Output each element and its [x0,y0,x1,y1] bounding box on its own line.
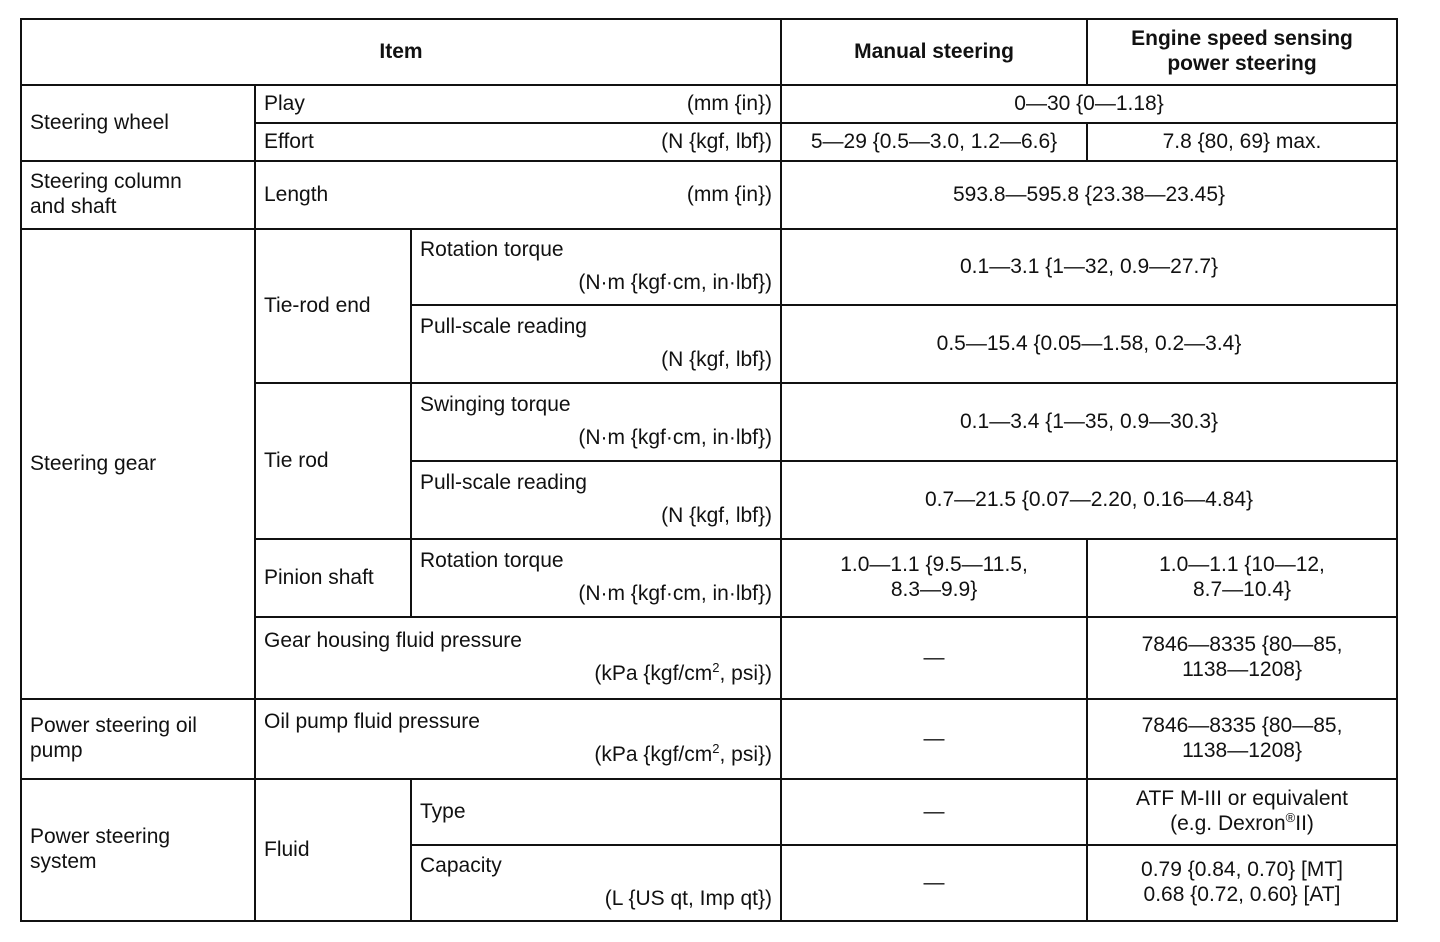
length-unit: (mm {in}) [686,182,773,206]
table-row [21,85,1397,123]
housing-engine-line2: 1138—1208} [1182,658,1302,681]
tie-rod-end-label: Tie-rod end [255,229,411,383]
steering-gear-label: Steering gear [21,229,255,699]
pump-pressure-unit: (kPa {$kgf/cm^2$, psi}) [594,741,773,766]
length-cell [255,161,781,229]
pump-pressure-item: Oil pump fluid pressure [264,710,480,734]
type-engine-value [1087,779,1397,845]
pump-engine-line2: 1138—1208} [1182,739,1302,762]
pinion-shaft-label: Pinion shaft [255,539,411,617]
tr-swinging-value: 0.1—3.4 {1—35, 0.9—30.3} [781,383,1397,461]
tr-swinging-unit: (N·m {kgf·cm, in·lbf}) [578,426,773,449]
effort-manual-value: 5—29 {0.5—3.0, 1.2—6.6} [781,123,1087,161]
play-cell [255,85,781,123]
fluid-label: Fluid [255,779,411,921]
capacity-manual-value: — [781,845,1087,921]
length-value: 593.8—595.8 {23.38—23.45} [781,161,1397,229]
capacity-engine-line1: 0.79 {0.84, 0.70} [MT] [1141,858,1343,882]
housing-item: Gear housing fluid pressure [264,629,522,653]
capacity-item: Capacity [420,854,502,878]
pinion-manual-value [781,539,1087,617]
ps-system-label-line1: Power steering [30,825,171,849]
pump-pressure-cell [255,699,781,779]
table-row [21,699,1397,779]
tre-rotation-cell [411,229,781,305]
pump-engine-value [1087,699,1397,779]
tre-pull-cell [411,305,781,383]
tr-pull-cell [411,461,781,539]
pinion-rotation-unit: (N·m {kgf·cm, in·lbf}) [578,582,773,605]
table-row [21,779,1397,845]
table-row [21,229,1397,305]
tr-swinging-cell [411,383,781,461]
header-manual: Manual steering [781,19,1087,85]
pinion-rotation-cell [411,539,781,617]
oil-pump-label [21,699,255,779]
housing-engine-line1: 7846—8335 {80—85, [1141,633,1343,657]
steering-column-label-line2: and shaft [30,195,117,218]
header-row [21,19,1397,85]
effort-item: Effort [264,129,314,153]
tie-rod-label: Tie rod [255,383,411,539]
oil-pump-label-line1: Power steering oil [30,714,197,738]
pinion-manual-line2: 8.3—9.9} [890,578,978,601]
ps-system-label [21,779,255,921]
tre-rotation-unit: (N·m {kgf·cm, in·lbf}) [578,271,773,294]
oil-pump-label-line2: pump [30,739,83,762]
pinion-rotation-item: Rotation torque [420,549,564,573]
effort-engine-value: 7.8 {80, 69} max. [1087,123,1397,161]
header-engine-line1: Engine speed sensing [1131,27,1353,51]
pinion-engine-line2: 8.7—10.4} [1192,578,1292,601]
steering-column-label [21,161,255,229]
tre-pull-item: Pull-scale reading [420,315,587,339]
effort-unit: (N {kgf, lbf}) [661,129,773,153]
capacity-engine-line2: 0.68 {0.72, 0.60} [AT] [1143,883,1341,906]
play-unit: (mm {in}) [686,91,773,115]
pinion-engine-line1: 1.0—1.1 {10—12, [1159,553,1325,577]
header-engine [1087,19,1397,85]
pinion-engine-value [1087,539,1397,617]
play-item: Play [264,91,305,115]
length-item: Length [264,182,329,206]
tre-pull-value: 0.5—15.4 {0.05—1.58, 0.2—3.4} [781,305,1397,383]
housing-cell [255,617,781,699]
spec-table [20,18,1398,922]
tr-pull-value: 0.7—21.5 {0.07—2.20, 0.16—4.84} [781,461,1397,539]
steering-wheel-label: Steering wheel [21,85,255,161]
type-item: Type [411,779,781,845]
pump-engine-line1: 7846—8335 {80—85, [1141,714,1343,738]
pump-manual-value: — [781,699,1087,779]
tr-pull-unit: (N {kgf, lbf}) [661,504,773,527]
tr-swinging-item: Swinging torque [420,393,571,417]
play-value: 0—30 {0—1.18} [781,85,1397,123]
header-engine-line2: power steering [1167,52,1317,75]
tre-rotation-item: Rotation torque [420,238,564,262]
tre-pull-unit: (N {kgf, lbf}) [661,348,773,371]
housing-manual-value: — [781,617,1087,699]
tre-rotation-value: 0.1—3.1 {1—32, 0.9—27.7} [781,229,1397,305]
steering-column-label-line1: Steering column [30,170,182,194]
header-item: Item [21,19,781,85]
table-row [21,161,1397,229]
effort-cell [255,123,781,161]
capacity-engine-value [1087,845,1397,921]
housing-unit: (kPa {$kgf/cm^2$, psi}) [594,660,773,685]
type-engine-line2: (e.g. Dexron®II) [1170,810,1314,835]
capacity-cell [411,845,781,921]
type-manual-value: — [781,779,1087,845]
type-engine-line1: ATF M-III or equivalent [1136,787,1349,811]
ps-system-label-line2: system [30,850,97,873]
housing-engine-value [1087,617,1397,699]
pinion-manual-line1: 1.0—1.1 {9.5—11.5, [840,553,1028,577]
tr-pull-item: Pull-scale reading [420,471,587,495]
capacity-unit: (L {US qt, Imp qt}) [604,887,773,910]
